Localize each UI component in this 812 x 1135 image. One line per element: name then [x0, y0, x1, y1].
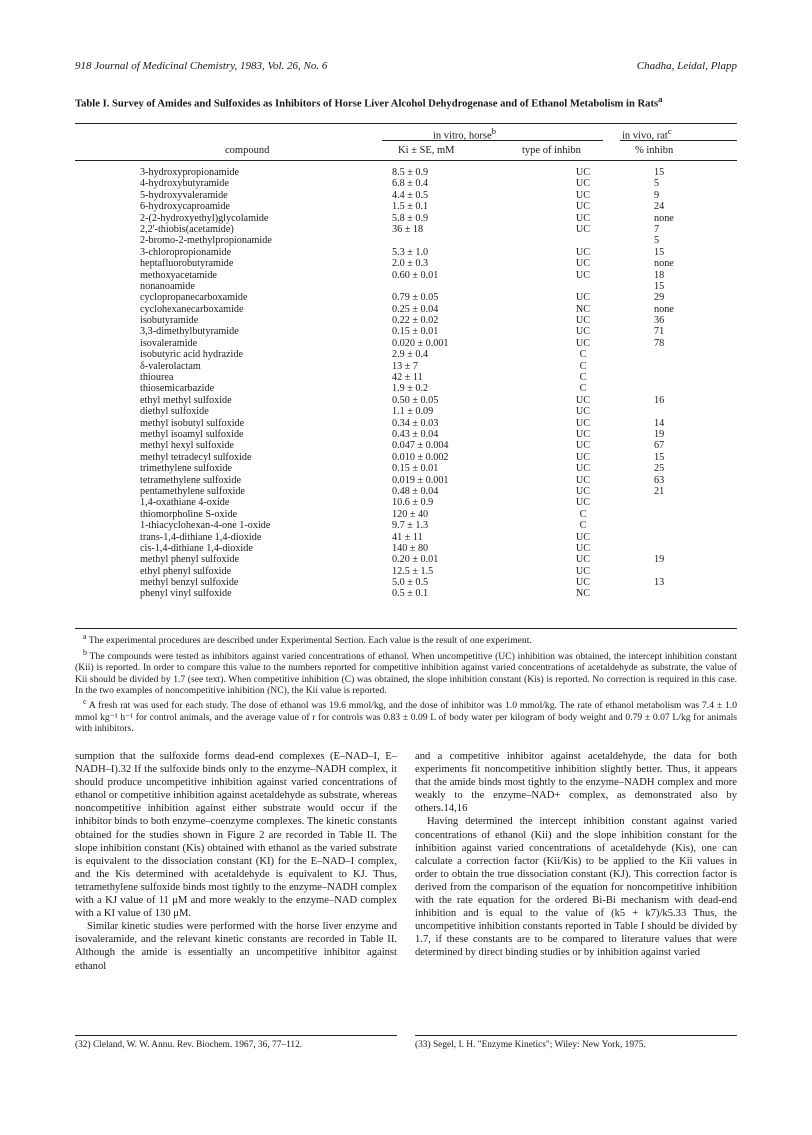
ki-cell: 1.9 ± 0.2 — [392, 383, 429, 395]
type-cell: UC — [575, 223, 591, 235]
compound-cell: ethyl phenyl sulfoxide — [140, 565, 232, 577]
type-cell: NC — [575, 303, 591, 315]
table-row — [140, 326, 740, 337]
footnote-mark: a — [83, 632, 87, 641]
table-row — [140, 475, 740, 486]
compound-cell: pentamethylene sulfoxide — [140, 485, 245, 497]
ki-cell — [392, 281, 512, 292]
inhibn-cell: 24 — [654, 201, 665, 213]
inhibn-cell: none — [654, 212, 674, 224]
inhibn-cell: none — [654, 258, 674, 270]
compound-cell: 2,2'-thiobis(acetamide) — [140, 223, 234, 235]
inhibn-cell — [654, 383, 684, 394]
type-cell: C — [579, 372, 587, 384]
body-column-left — [75, 750, 397, 973]
table-row — [140, 315, 740, 326]
inhibn-cell: 67 — [654, 440, 665, 452]
type-cell: UC — [575, 201, 591, 213]
compound-cell: 3-hydroxypropionamide — [140, 167, 240, 178]
inhibn-cell: 36 — [654, 315, 665, 327]
table-row — [140, 440, 740, 451]
ki-cell: 5.8 ± 0.9 — [392, 212, 429, 224]
type-cell: UC — [575, 577, 591, 589]
ki-cell: 0.15 ± 0.01 — [392, 463, 439, 475]
footnote-text: The compounds were tested as inhibitors against varied concentrations of ethanol. When uncompetitive (UC) inhibition was obtained, the intercept inhibition constant (Kii) is reported. In order to compare this value to the numbers reported for competitive inhibition against varied concentrations of acetaldehyde as substrate, the value of Kii should be divided by 1.7 (see text). When competitive inhibition (C) was obtained, the slope inhibition constant (Kis) is reported. No correction is required in this case. In the two examples of noncompetitive inhibition (NC), the Kii value is reported. — [75, 650, 737, 696]
table-row — [140, 452, 740, 463]
table-row — [140, 361, 740, 372]
compound-cell: methyl hexyl sulfoxide — [140, 440, 234, 452]
inhibn-cell: 63 — [654, 474, 665, 486]
footnote — [75, 631, 737, 647]
compound-cell: methyl isobutyl sulfoxide — [140, 417, 245, 429]
ki-cell: 0.019 ± 0.001 — [392, 474, 449, 486]
table-row — [140, 588, 740, 599]
compound-cell: diethyl sulfoxide — [140, 406, 209, 418]
type-cell: NC — [575, 588, 591, 600]
inhibn-cell — [654, 361, 684, 372]
type-cell: UC — [575, 246, 591, 258]
ki-cell: 12.5 ± 1.5 — [392, 565, 434, 577]
group-rule-in-vitro — [382, 140, 603, 141]
ki-cell: 0.43 ± 0.04 — [392, 428, 439, 440]
compound-cell: 3-chloropropionamide — [140, 246, 232, 258]
compound-cell: 1,4-oxathiane 4-oxide — [140, 497, 230, 509]
compound-cell: ethyl methyl sulfoxide — [140, 394, 232, 406]
type-cell: UC — [575, 451, 591, 463]
ki-cell: 0.010 ± 0.002 — [392, 451, 449, 463]
table-row — [140, 383, 740, 394]
type-cell: UC — [575, 292, 591, 304]
ki-cell: 0.79 ± 0.05 — [392, 292, 439, 304]
ki-cell: 0.50 ± 0.05 — [392, 394, 439, 406]
ki-cell: 0.48 ± 0.04 — [392, 485, 439, 497]
footnote-mark: c — [83, 697, 87, 707]
type-cell: UC — [575, 394, 591, 406]
type-cell: UC — [575, 417, 591, 429]
table-row — [140, 178, 740, 189]
ki-cell: 0.34 ± 0.03 — [392, 417, 439, 429]
ref-rule-left — [75, 1035, 397, 1036]
col-header-ki: Ki ± SE, mM — [398, 145, 455, 156]
type-cell: C — [579, 349, 587, 361]
compound-cell: isobutyric acid hydrazide — [140, 349, 243, 361]
ki-cell: 0.5 ± 0.1 — [392, 588, 429, 600]
type-cell: UC — [575, 542, 591, 554]
table-caption — [75, 93, 737, 111]
compound-cell: nonanoamide — [140, 280, 195, 292]
group-header-in-vitro: in vitro, horse$^b$ — [433, 126, 496, 142]
ki-cell: 0.047 ± 0.004 — [392, 440, 449, 452]
compound-cell: methyl tetradecyl sulfoxide — [140, 451, 252, 463]
table-row — [140, 235, 740, 246]
type-cell: UC — [575, 440, 591, 452]
inhibn-cell: 16 — [654, 394, 665, 406]
compound-cell: 1-thiacyclohexan-4-one 1-oxide — [140, 520, 271, 532]
type-cell: UC — [575, 497, 591, 509]
ki-cell: 10.6 ± 0.9 — [392, 497, 434, 509]
table-row — [140, 406, 740, 417]
compound-cell: 6-hydroxycaproamide — [140, 201, 230, 213]
body-paragraph: Having determined the intercept inhibition constant against varied concentrations of ethanol (Kii) and the slope inhibition constant for the inhibition against varied concentrations of acetaldehyde (Kis), one can calculate a correction factor (Kii/Kis) to be applied to the Kii values in order to obtain the true dissociation constant (KJ). This correction factor is derived from the comparison of the equation for noncompetitive inhibition with the rate equation for the ordered Bi-Bi mechanism with dead-end inhibition and is equal to the value of (k5 + k7)/k5.33 Thus, the uncompetitive inhibition constants reported in Table I should be divided by 1.7, if these constants are to be compared to literature values that were determined by direct binding studies or by inhibition against varied — [415, 816, 737, 959]
inhibn-cell: 19 — [654, 554, 665, 566]
table-row — [140, 190, 740, 201]
compound-cell: trimethylene sulfoxide — [140, 463, 232, 475]
inhibn-cell — [654, 372, 684, 383]
table-row — [140, 520, 740, 531]
authors: Chadha, Leidal, Plapp — [636, 60, 737, 72]
type-cell: C — [579, 520, 587, 532]
ki-cell: 140 ± 80 — [392, 542, 429, 554]
ki-cell: 36 ± 18 — [392, 223, 424, 235]
ki-cell: 0.60 ± 0.01 — [392, 269, 439, 281]
inhibn-cell: 9 — [654, 189, 660, 201]
ki-cell: 41 ± 11 — [392, 531, 423, 543]
inhibn-cell: 78 — [654, 337, 665, 349]
compound-cell: thiomorpholine S-oxide — [140, 508, 238, 520]
table-row — [140, 224, 740, 235]
footnote-text: The experimental procedures are described under Experimental Section. Each value is the result of one experiment. — [86, 635, 532, 647]
table-row — [140, 304, 740, 315]
inhibn-cell — [654, 543, 684, 554]
inhibn-cell: 5 — [654, 235, 660, 247]
journal-citation: 918 Journal of Medicinal Chemistry, 1983, Vol. 26, No. 6 — [75, 60, 328, 72]
table-footnotes — [75, 631, 737, 735]
compound-cell: 4-hydroxybutyramide — [140, 178, 229, 190]
compound-cell: cyclopropanecarboxamide — [140, 292, 248, 304]
table-row — [140, 258, 740, 269]
compound-cell: 2-(2-hydroxyethyl)glycolamide — [140, 212, 269, 224]
ki-cell: 5.0 ± 0.5 — [392, 577, 429, 589]
inhibn-cell: 21 — [654, 485, 665, 497]
body-paragraph: sumption that the sulfoxide forms dead-end complexes (E–NAD–I, E–NADH–I).32 If the sulfoxide binds only to the enzyme–NADH complex, it should produce uncompetitive inhibition against varied concentrations of ethanol or competitive inhibition against acetaldehyde as substrate, whereas noncompetitive inhibition against either substrate would occur if the inhibitor binds to both enzyme–coenzyme complexes. The kinetic constants obtained for the studies shown in Figure 2 are recorded in Table II. The slope inhibition constant (Kis) obtained with ethanol as the varied substrate is equivalent to the dissociation constant (KI) for the E–NAD–I complex, and the Kis determined with acetaldehyde is equivalent to KJ. Thus, tetramethylene sulfoxide binds most tightly to the enzyme–NADH complex with a KJ value of 11 μM and more weakly to the enzyme–NAD complex with a KI value of 130 μM. — [75, 751, 397, 920]
table-row — [140, 281, 740, 292]
ki-cell: 0.15 ± 0.01 — [392, 326, 439, 338]
table-row — [140, 270, 740, 281]
table-row — [140, 338, 740, 349]
compound-cell: 3,3-dimethylbutyramide — [140, 326, 239, 338]
table-row — [140, 566, 740, 577]
type-cell — [512, 281, 654, 292]
inhibn-cell: none — [654, 303, 674, 315]
ki-cell: 2.0 ± 0.3 — [392, 258, 429, 270]
type-cell: C — [579, 383, 587, 395]
type-cell: C — [579, 360, 587, 372]
table-bottom-rule — [75, 628, 737, 629]
table-row — [140, 418, 740, 429]
group-header-in-vivo: in vivo, rat$^c$ — [622, 126, 672, 142]
table-row — [140, 395, 740, 406]
inhibn-cell: 13 — [654, 577, 665, 589]
inhibn-cell — [654, 509, 684, 520]
compound-cell: methyl phenyl sulfoxide — [140, 554, 240, 566]
ki-cell: 120 ± 40 — [392, 508, 429, 520]
caption-text: Table I. Survey of Amides and Sulfoxides as Inhibitors of Horse Liver Alcohol Dehydrogenase and of Ethanol Metabolism in Rats — [75, 98, 659, 110]
table-row — [140, 167, 740, 178]
table-row — [140, 201, 740, 212]
col-header-inhibn: % inhibn — [635, 145, 674, 156]
type-cell: UC — [575, 167, 591, 178]
inhibn-cell: 14 — [654, 417, 665, 429]
running-header — [75, 60, 737, 72]
footnote — [75, 647, 737, 697]
ki-cell: 0.25 ± 0.04 — [392, 303, 439, 315]
footnote-mark: b — [83, 647, 87, 657]
inhibn-cell: 25 — [654, 463, 665, 475]
ref-rule-right — [415, 1035, 737, 1036]
inhibn-cell: 18 — [654, 269, 665, 281]
table-row — [140, 463, 740, 474]
inhibn-cell — [654, 588, 684, 599]
ki-cell: 0.20 ± 0.01 — [392, 554, 439, 566]
ki-cell: 2.9 ± 0.4 — [392, 349, 429, 361]
table-row — [140, 532, 740, 543]
ki-cell: 4.4 ± 0.5 — [392, 189, 429, 201]
type-cell: UC — [575, 463, 591, 475]
inhibn-cell: 15 — [654, 451, 665, 463]
type-cell: UC — [575, 531, 591, 543]
ki-cell: 1.5 ± 0.1 — [392, 201, 429, 213]
type-cell: UC — [575, 554, 591, 566]
inhibn-cell: 19 — [654, 428, 665, 440]
inhibn-cell — [654, 497, 684, 508]
table-row — [140, 577, 740, 588]
table-row — [140, 372, 740, 383]
type-cell: UC — [575, 428, 591, 440]
inhibn-cell: 5 — [654, 178, 660, 190]
table-row — [140, 497, 740, 508]
table-row — [140, 543, 740, 554]
ki-cell: 9.7 ± 1.3 — [392, 520, 429, 532]
compound-cell: cyclohexanecarboxamide — [140, 303, 244, 315]
ki-cell: 1.1 ± 0.09 — [392, 406, 434, 418]
table-row — [140, 486, 740, 497]
inhibn-cell: 7 — [654, 223, 660, 235]
ki-cell: 13 ± 7 — [392, 360, 418, 372]
body-column-right — [415, 750, 737, 960]
col-header-compound: compound — [225, 145, 270, 156]
inhibn-cell — [654, 349, 684, 360]
inhibn-cell: 15 — [654, 246, 665, 258]
table-row — [140, 349, 740, 360]
compound-cell: δ-valerolactam — [140, 360, 201, 372]
type-cell: UC — [575, 315, 591, 327]
inhibn-cell — [654, 566, 684, 577]
type-cell: UC — [575, 326, 591, 338]
ki-cell: 0.22 ± 0.02 — [392, 315, 439, 327]
reference-33: (33) Segel, I. H. "Enzyme Kinetics"; Wiley: New York, 1975. — [415, 1040, 646, 1050]
compound-cell: 5-hydroxyvaleramide — [140, 189, 228, 201]
table-row — [140, 247, 740, 258]
table-row — [140, 213, 740, 224]
ki-cell: 42 ± 11 — [392, 372, 423, 384]
inhibn-cell — [654, 520, 684, 531]
table-top-rule — [75, 123, 737, 124]
col-header-type: type of inhibn — [522, 145, 581, 156]
compound-cell: methoxyacetamide — [140, 269, 217, 281]
reference-32: (32) Cleland, W. W. Annu. Rev. Biochem. 1967, 36, 77–112. — [75, 1040, 303, 1050]
body-paragraph: and a competitive inhibitor against acetaldehyde, the data for both experiments fit noncompetitive inhibition slightly better. Thus, it appears that the amide binds most tightly to the enzyme–NADH complex and more weakly to the enzyme–NAD+ complex, as demonstrated also by others.14,16 — [415, 751, 737, 815]
inhibn-cell: 29 — [654, 292, 665, 304]
type-cell: UC — [575, 178, 591, 190]
ki-cell: 8.5 ± 0.9 — [392, 167, 429, 178]
inhibn-cell: 15 — [654, 280, 665, 292]
caption-mark: a — [658, 94, 663, 104]
compound-cell: cis-1,4-dithiane 1,4-dioxide — [140, 542, 253, 554]
type-cell: UC — [575, 337, 591, 349]
table-row — [140, 554, 740, 565]
inhibn-cell — [654, 406, 684, 417]
compound-cell: trans-1,4-dithiane 1,4-dioxide — [140, 531, 262, 543]
type-cell: UC — [575, 212, 591, 224]
ki-cell: 0.020 ± 0.001 — [392, 337, 449, 349]
inhibn-cell — [654, 532, 684, 543]
footnote — [75, 696, 737, 734]
table-row — [140, 509, 740, 520]
compound-cell: thiourea — [140, 372, 174, 384]
ki-cell: 6.8 ± 0.4 — [392, 178, 429, 190]
footnote-text: A fresh rat was used for each study. The dose of ethanol was 19.6 mmol/kg, and the dose of inhibitor was 1.0 mmol/kg. The rate of ethanol metabolism was 7.4 ± 1.0 mmol kg⁻¹ h⁻¹ for control animals, and the average value of r for controls was 0.83 ± 0.09 L of body water per kilogram of body weight and 0.79 ± 0.07 L/kg for animals with inhibitors. — [75, 700, 737, 735]
compound-cell: 2-bromo-2-methylpropionamide — [140, 235, 272, 247]
type-cell: UC — [575, 565, 591, 577]
inhibn-cell: 15 — [654, 167, 665, 178]
compound-cell: methyl benzyl sulfoxide — [140, 577, 239, 589]
data-table — [140, 167, 740, 600]
type-cell: UC — [575, 269, 591, 281]
table-row — [140, 429, 740, 440]
type-cell: UC — [575, 258, 591, 270]
group-rule-in-vivo — [620, 140, 737, 141]
body-paragraph: Similar kinetic studies were performed with the horse liver enzyme and isovaleramide, and the relevant kinetic constants are recorded in Table II. Although the amide is essentially an uncompetitive inhibitor against ethanol — [75, 921, 397, 972]
compound-cell: isobutyramide — [140, 315, 199, 327]
type-cell: C — [579, 508, 587, 520]
type-cell: UC — [575, 485, 591, 497]
inhibn-cell: 71 — [654, 326, 665, 338]
ki-cell: 5.3 ± 1.0 — [392, 246, 429, 258]
type-cell — [512, 235, 654, 246]
type-cell: UC — [575, 406, 591, 418]
compound-cell: isovaleramide — [140, 337, 198, 349]
type-cell: UC — [575, 474, 591, 486]
header-bottom-rule — [75, 160, 737, 161]
table-row — [140, 292, 740, 303]
type-cell: UC — [575, 189, 591, 201]
compound-cell: tetramethylene sulfoxide — [140, 474, 241, 486]
compound-cell: thiosemicarbazide — [140, 383, 215, 395]
compound-cell: phenyl vinyl sulfoxide — [140, 588, 232, 600]
ki-cell — [392, 235, 512, 246]
compound-cell: methyl isoamyl sulfoxide — [140, 428, 244, 440]
compound-cell: heptafluorobutyramide — [140, 258, 234, 270]
